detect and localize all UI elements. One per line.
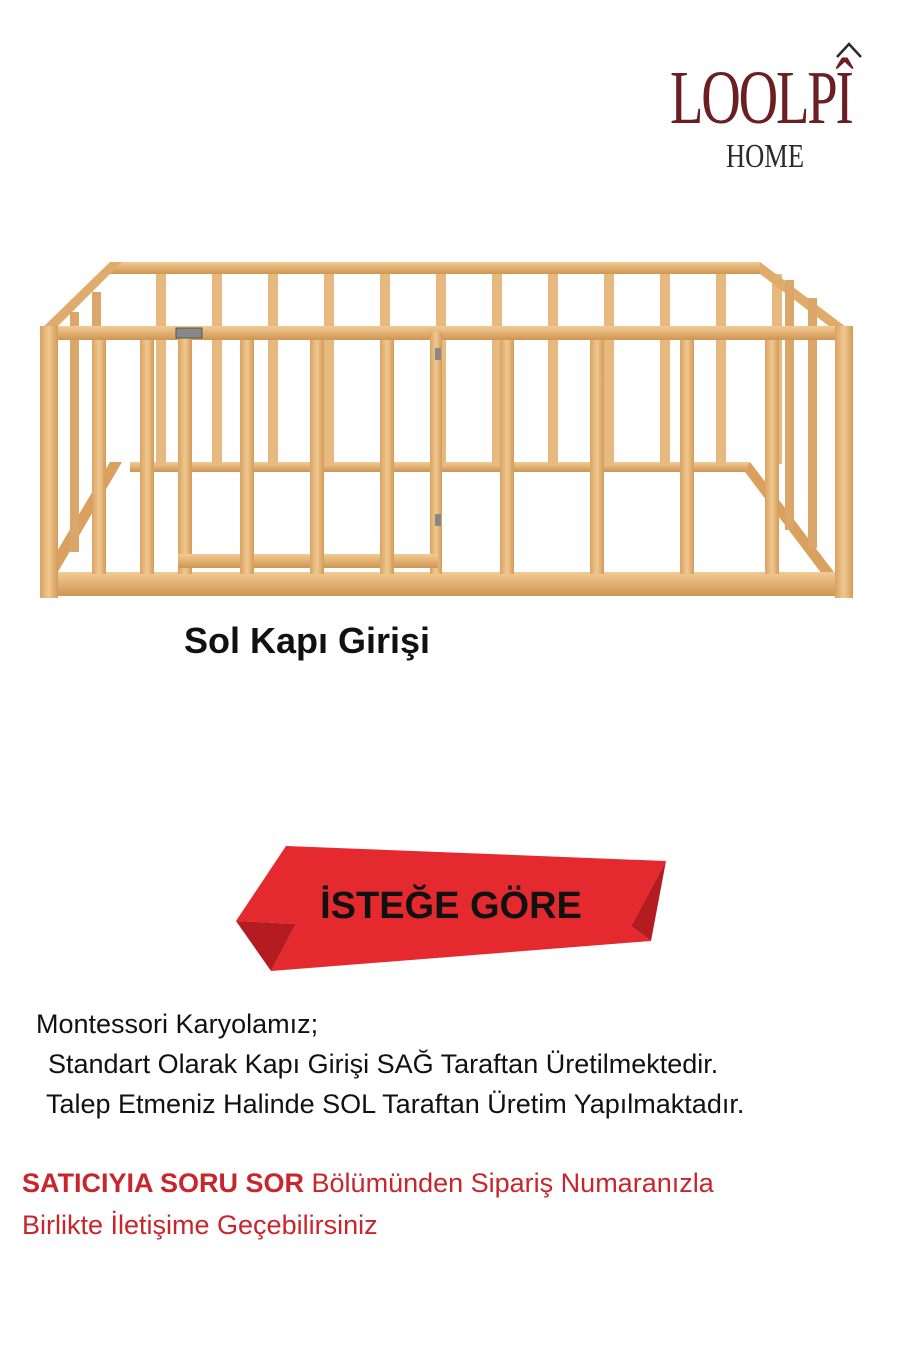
brand-name: LOOLPÎ <box>670 56 852 140</box>
product-caption: Sol Kapı Girişi <box>184 620 431 661</box>
front-slat <box>310 340 324 574</box>
front-slat <box>590 340 604 574</box>
back-slat <box>156 274 166 464</box>
description-line-3: Talep Etmeniz Halinde SOL Taraftan Üretim Yapılmaktadır. <box>46 1089 745 1119</box>
ask-seller-link-text: SATICIYIA SORU SOR <box>22 1168 305 1198</box>
back-slat <box>268 274 278 464</box>
description-line-1: Montessori Karyolamız; <box>36 1009 319 1039</box>
front-slat <box>140 340 154 574</box>
front-slat <box>92 340 106 574</box>
product-image <box>30 240 870 620</box>
banner-text: İSTEĞE GÖRE <box>320 885 582 927</box>
description <box>36 1004 744 1124</box>
back-slat <box>604 274 614 464</box>
side-slat <box>785 280 794 530</box>
brand-logo <box>660 40 875 180</box>
front-slat <box>380 340 394 574</box>
description-line-2: Standart Olarak Kapı Girişi SAĞ Taraftan Üretilmektedir. <box>48 1049 719 1079</box>
note-line-2: Birlikte İletişime Geçebilirsiniz <box>22 1210 378 1240</box>
front-slat <box>240 340 254 574</box>
front-slat <box>765 340 779 574</box>
side-slat <box>70 312 79 552</box>
back-slat <box>660 274 670 464</box>
brand-sub: HOME <box>726 138 805 175</box>
contact-note <box>22 1162 714 1246</box>
front-slat <box>680 340 694 574</box>
back-slat <box>324 274 334 464</box>
front-slat <box>500 340 514 574</box>
back-slat <box>548 274 558 464</box>
back-slat <box>212 274 222 464</box>
back-slat <box>716 274 726 464</box>
note-line-1: Bölümünden Sipariş Numaranızla <box>304 1168 714 1198</box>
